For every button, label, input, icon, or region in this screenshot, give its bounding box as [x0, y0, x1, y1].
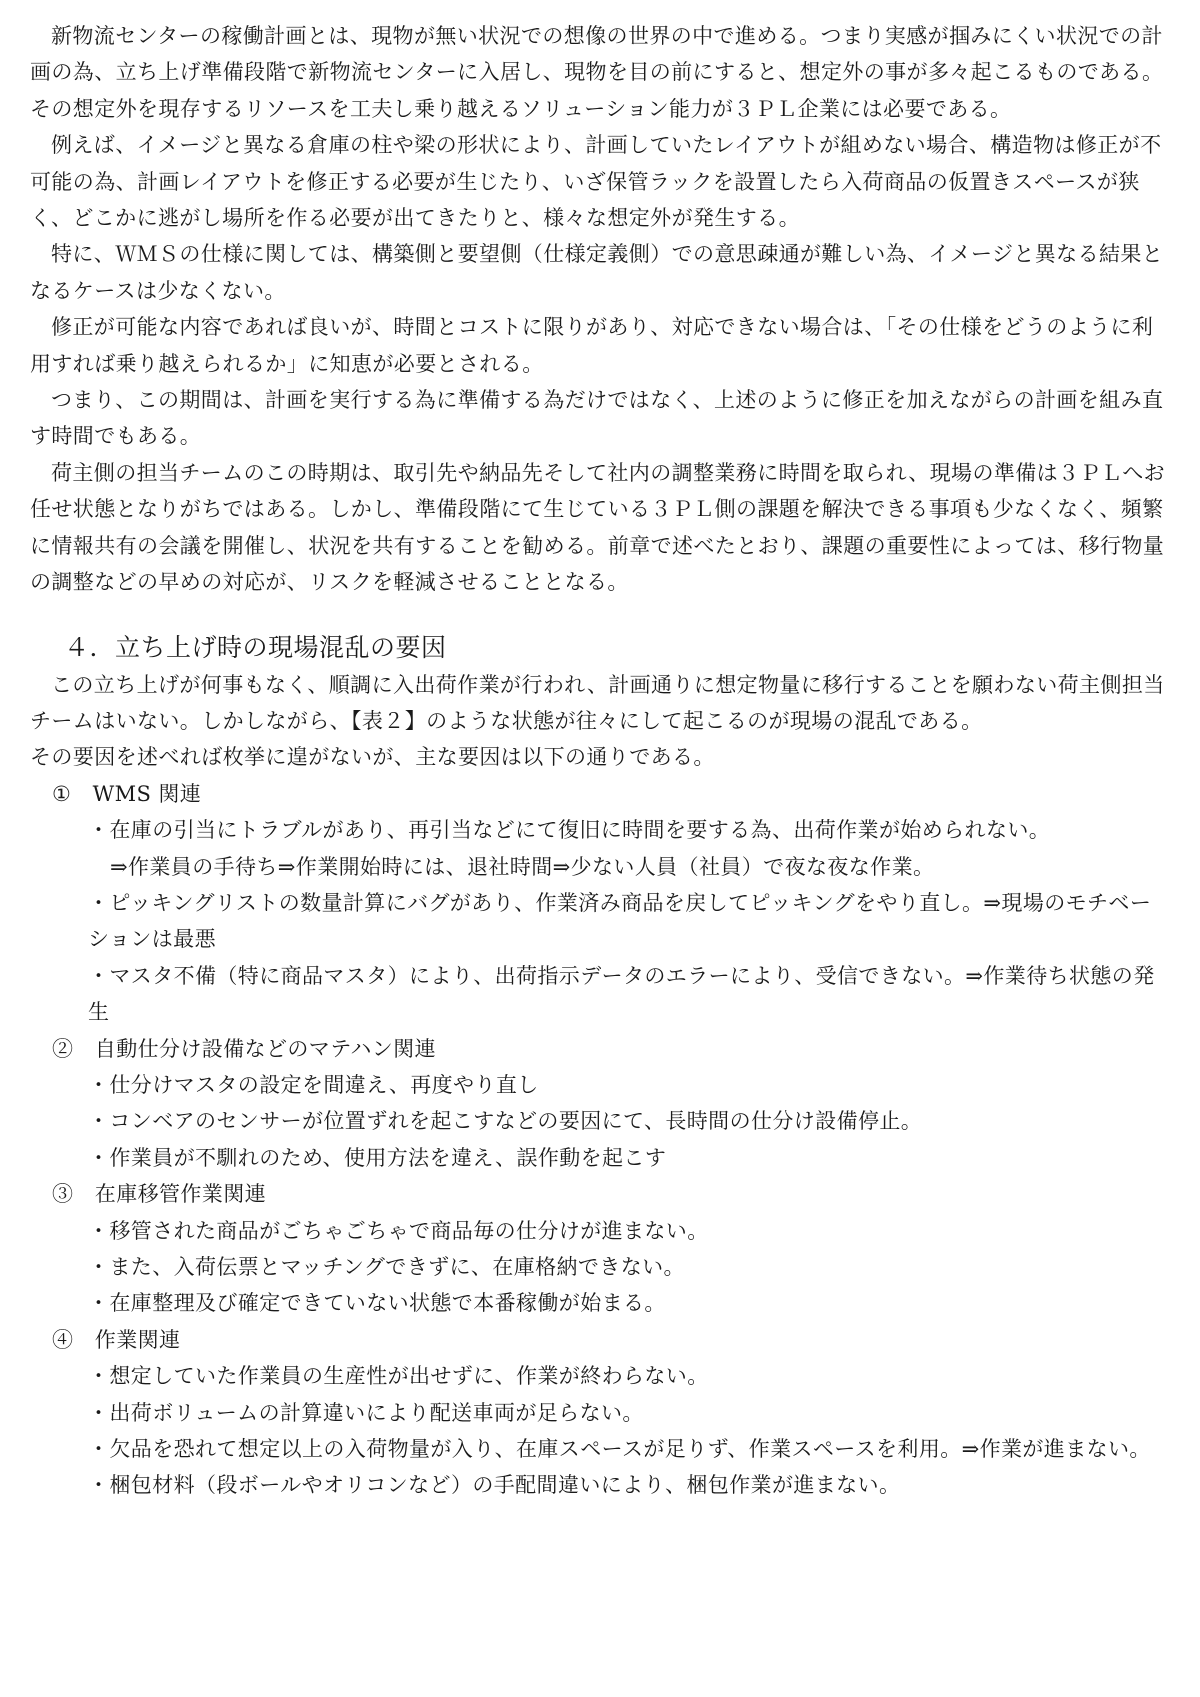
factor-item-text: ・在庫の引当にトラブルがあり、再引当などにて復旧に時間を要する為、出荷作業が始められない。	[88, 818, 1051, 843]
section-lead-2: その要因を述べれば枚挙に遑がないが、主な要因は以下の通りである。	[30, 745, 715, 770]
factor-item: ・出荷ボリュームの計算違いにより配送車両が足らない。	[88, 1400, 644, 1425]
body-paragraph: つまり、この期間は、計画を実行する為に準備する為だけではなく、上述のように修正を加えながらの計画を組み直す時間でもある。	[30, 388, 1164, 449]
factor-group-material-handling	[30, 1031, 1168, 1177]
section-lead: この立ち上げが何事もなく、順調に入出荷作業が行われ、計画通りに想定物量に移行することを願わない荷主側担当チームはいない。しかしながら、【表２】のような状態が往々にして起こるのが現場の混乱である。	[30, 672, 1165, 733]
factor-item: ・在庫整理及び確定できていない状態で本番稼働が始まる。	[88, 1291, 666, 1316]
factor-item	[30, 812, 1168, 885]
factor-group-wms	[30, 776, 1168, 1031]
factor-group-inventory-transfer	[30, 1176, 1168, 1322]
body-paragraph: 新物流センターの稼働計画とは、現物が無い状況での想像の世界の中で進める。つまり実感が掴みにくい状況での計画の為、立ち上げ準備段階で新物流センターに入居し、現物を目の前にすると、想定外の事が多々起こるものである。その想定外を現存するリソースを工夫し乗り越えるソリューション能力が３ＰＬ企業には必要である。	[30, 24, 1164, 121]
factor-item-continuation: ⇒作業員の手待ち⇒作業開始時には、退社時間⇒少ない人員（社員）で夜な夜な作業。	[110, 854, 935, 879]
body-paragraph: 特に、ＷＭＳの仕様に関しては、構築側と要望側（仕様定義側）での意思疎通が難しい為、イメージと異なる結果となるケースは少なくない。	[30, 242, 1164, 303]
factor-item: ・作業員が不馴れのため、使用方法を違え、誤作動を起こす	[88, 1145, 667, 1170]
body-paragraph: 荷主側の担当チームのこの時期は、取引先や納品先そして社内の調整業務に時間を取られ、現場の準備は３ＰＬへお任せ状態となりがちではある。しかし、準備段階にて生じている３ＰＬ側の課題を解決できる事項も少なくなく、頻繁に情報共有の会議を開催し、状況を共有することを勧める。前章で述べたとおり、課題の重要性によっては、移行物量の調整などの早めの対応が、リスクを軽減させることとなる。	[30, 460, 1166, 595]
factor-group-label: ③ 在庫移管作業関連	[52, 1182, 266, 1207]
factor-group-label: ② 自動仕分け設備などのマテハン関連	[52, 1036, 436, 1061]
factor-item: ・想定していた作業員の生産性が出せずに、作業が終わらない。	[88, 1364, 709, 1389]
body-paragraph: 例えば、イメージと異なる倉庫の柱や梁の形状により、計画していたレイアウトが組めない場合、構造物は修正が不可能の為、計画レイアウトを修正する必要が生じたり、いざ保管ラックを設置したら入荷商品の仮置きスペースが狭く、どこかに逃がし場所を作る必要が出てきたりと、様々な想定外が発生する。	[30, 133, 1162, 231]
factor-item: ・仕分けマスタの設定を間違え、再度やり直し	[88, 1072, 539, 1097]
factor-item: ・コンベアのセンサーが位置ずれを起こすなどの要因にて、長時間の仕分け設備停止。	[88, 1109, 923, 1134]
section-heading: ４．立ち上げ時の現場混乱の要因	[64, 632, 447, 662]
factor-group-label: ④ 作業関連	[52, 1327, 181, 1352]
body-paragraph: 修正が可能な内容であれば良いが、時間とコストに限りがあり、対応できない場合は、「その仕様をどうのように利用すれば乗り越えられるか」に知恵が必要とされる。	[30, 315, 1154, 376]
factor-group-label: ① WMS 関連	[52, 781, 202, 806]
factor-item: ・欠品を恐れて想定以上の入荷物量が入り、在庫スペースが足りず、作業スペースを利用。⇒作業が進まない。	[88, 1437, 1151, 1462]
factor-item: ・また、入荷伝票とマッチングできずに、在庫格納できない。	[88, 1255, 685, 1279]
factor-group-operations	[30, 1322, 1168, 1504]
factor-item: ・ピッキングリストの数量計算にバグがあり、作業済み商品を戻してピッキングをやり直し。⇒現場のモチベーションは最悪	[88, 890, 1152, 952]
factor-item: ・マスタ不備（特に商品マスタ）により、出荷指示データのエラーにより、受信できない。⇒作業待ち状態の発生	[88, 963, 1155, 1025]
factor-item: ・移管された商品がごちゃごちゃで商品毎の仕分けが進まない。	[88, 1218, 709, 1243]
factor-item: ・梱包材料（段ボールやオリコンなど）の手配間違いにより、梱包作業が進まない。	[88, 1473, 901, 1498]
document-page	[30, 18, 1168, 1504]
